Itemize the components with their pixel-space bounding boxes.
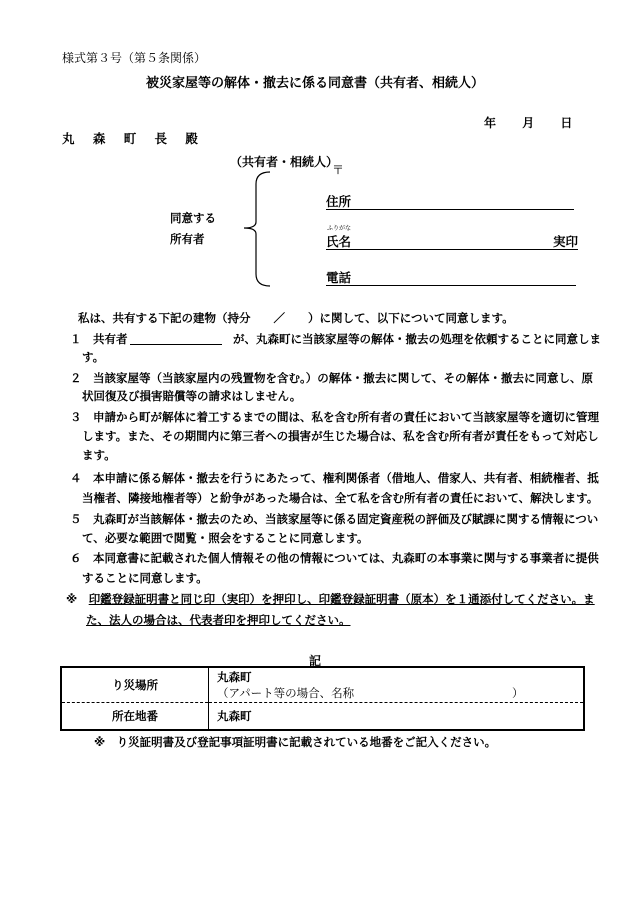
date-line	[484, 114, 572, 131]
document-title: 被災家屋等の解体・撤去に係る同意書（共有者、相続人）	[145, 76, 484, 91]
property-table	[60, 666, 585, 731]
item-number: ６	[70, 551, 82, 565]
intro-statement: 私は、共有する下記の建物（持分 ／ ）に関して、以下について同意します。	[78, 311, 514, 325]
item-number: ３	[70, 410, 82, 424]
disaster-location-field[interactable]: 丸森町 （アパート等の場合、名称 ）	[209, 667, 585, 703]
address-field[interactable]	[326, 192, 574, 210]
postal-mark: 〒	[332, 163, 345, 177]
seal-note: ※ 印鑑登録証明書と同じ印（実印）を押印し、印鑑登録証明書（原本）を１通添付してください。ま	[66, 592, 595, 606]
name-label: 氏名	[326, 234, 352, 249]
phone-field[interactable]	[326, 268, 576, 286]
date-month: 月	[522, 116, 535, 130]
item-5: ５ 丸森町が当該解体・撤去のため、当該家屋等に係る固定資産税の評価及び賦課に関する情報につい	[70, 512, 599, 526]
note-mark: ※	[66, 592, 78, 606]
item-6: ６ 本同意書に記載された個人情報その他の情報については、丸森町の本事業に関与する事業者に提供	[70, 551, 599, 565]
record-heading: 記	[308, 654, 321, 668]
item-1: １ 共有者 が、丸森町に当該家屋等の解体・撤去の処理を依頼することに同意しま	[70, 332, 601, 346]
item-2: ２ 当該家屋等（当該家屋内の残置物を含む。）の解体・撤去に関して、その解体・撤去に同意し、原	[70, 371, 594, 385]
party-type: （共有者・相続人）	[230, 155, 339, 169]
lot-number-footnote: ※ り災証明書及び登記事項証明書に記載されている地番をご記入ください。	[94, 735, 497, 749]
item-number: １	[70, 332, 82, 346]
lot-number-label: 所在地番	[61, 703, 209, 731]
table-row	[61, 703, 584, 731]
form-number: 様式第３号（第５条関係）	[62, 51, 207, 65]
date-year: 年	[484, 116, 497, 130]
item-number: ４	[70, 471, 82, 485]
phone-label: 電話	[326, 270, 352, 285]
item-number: ５	[70, 512, 82, 526]
item-4: ４ 本申請に係る解体・撤去を行うにあたって、権利関係者（借地人、借家人、共有者、相続権者、抵	[70, 471, 599, 485]
lot-number-field[interactable]: 丸森町	[217, 709, 252, 723]
consenting-owner-label: 同意する 所有者	[170, 211, 216, 246]
name-field[interactable]	[326, 232, 578, 250]
addressee: 丸 森 町 長 殿	[62, 131, 205, 146]
brace-icon	[236, 170, 272, 288]
furigana-label: ふりがな	[327, 225, 352, 232]
item-3: ３ 申請から町が解体に着工するまでの間は、私を含む所有者の責任において当該家屋等を適切に管理	[70, 410, 599, 424]
co-owner-name-blank[interactable]	[130, 332, 222, 345]
item-number: ２	[70, 371, 82, 385]
address-label: 住所	[326, 194, 352, 209]
seal-label: 実印	[552, 234, 578, 249]
table-row	[61, 667, 584, 703]
date-day: 日	[560, 116, 573, 130]
disaster-location-label: り災場所	[61, 667, 209, 703]
